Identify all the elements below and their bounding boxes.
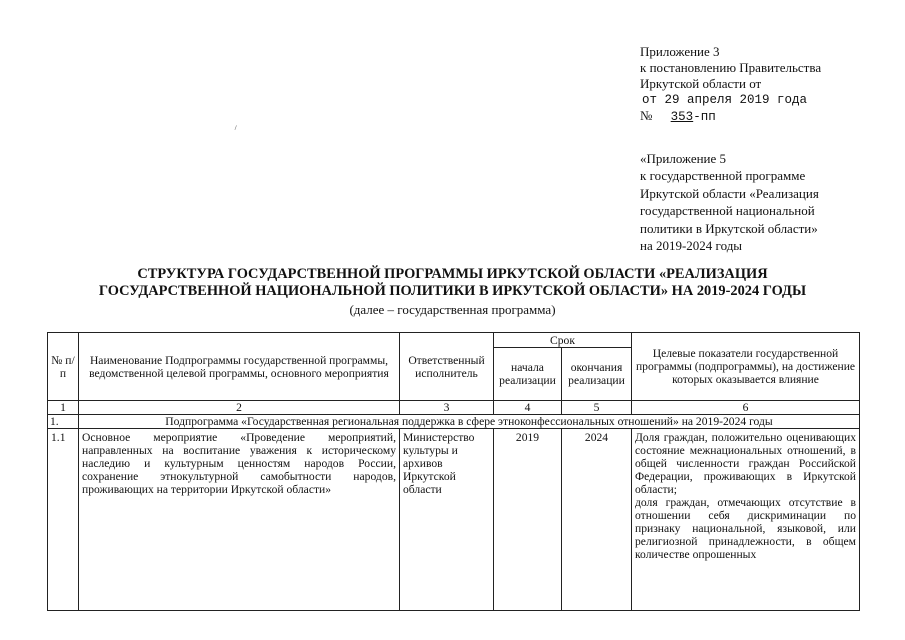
appendix-line: к постановлению Правительства bbox=[640, 60, 822, 75]
header-start: начала реализации bbox=[494, 348, 562, 401]
appendix-number bbox=[640, 108, 821, 125]
title-line-2: ГОСУДАРСТВЕННОЙ НАЦИОНАЛЬНОЙ ПОЛИТИКИ В ИРКУТСКОЙ ОБЛАСТИ» НА 2019-2024 ГОДЫ bbox=[98, 283, 807, 299]
header-indicators: Целевые показатели государственной программы (подпрограммы), на достижение которых оказывается влияние bbox=[632, 333, 860, 401]
section-num: 1. bbox=[48, 415, 79, 429]
number-sign: № bbox=[640, 108, 653, 123]
row-start: 2019 bbox=[494, 429, 562, 611]
appendix-5-line: на 2019-2024 годы bbox=[640, 238, 743, 254]
document-title bbox=[0, 266, 905, 300]
number-suffix: -пп bbox=[693, 110, 716, 124]
document-subtitle: (далее – государственная программа) bbox=[349, 302, 556, 317]
indicator-2: доля граждан, отмечающих отсутствие в отношении себя дискриминации по признаку национальной, языковой, или религиозной принадлежности, в общем количестве опрошенных bbox=[635, 496, 856, 561]
section-title: Подпрограмма «Государственная региональная поддержка в сфере этноконфессиональных отношений» на 2019-2024 годы bbox=[79, 415, 860, 429]
document-number: 353 bbox=[670, 110, 694, 124]
number-underline bbox=[656, 110, 694, 124]
appendix-5-line: Иркутской области «Реализация bbox=[640, 185, 819, 201]
header-term: Срок bbox=[494, 333, 632, 348]
title-line-1: СТРУКТУРА ГОСУДАРСТВЕННОЙ ПРОГРАММЫ ИРКУТСКОЙ ОБЛАСТИ «РЕАЛИЗАЦИЯ bbox=[137, 266, 768, 282]
row-num: 1.1 bbox=[48, 429, 79, 611]
appendix-date: от 29 апреля 2019 года bbox=[642, 93, 808, 107]
section-row bbox=[48, 415, 860, 429]
appendix-header bbox=[640, 44, 821, 125]
col-number: 4 bbox=[494, 401, 562, 415]
appendix-5-line: «Приложение 5 bbox=[640, 151, 727, 166]
pen-mark: ⸝ bbox=[230, 120, 240, 133]
appendix-5-line: к государственной программе bbox=[640, 168, 806, 184]
table-header-row bbox=[48, 333, 860, 348]
table-row bbox=[48, 429, 860, 611]
column-number-row bbox=[48, 401, 860, 415]
row-name: Основное мероприятие «Проведение мероприятий, направленных на воспитание уважения к историческому наследию и культурным ценностям народов России, сохранение этнокультурной самобытности народов, проживающих на территории Иркутской области» bbox=[79, 429, 400, 611]
program-structure-table bbox=[47, 332, 860, 611]
col-number: 5 bbox=[562, 401, 632, 415]
row-end: 2024 bbox=[562, 429, 632, 611]
header-responsible: Ответственный исполнитель bbox=[400, 333, 494, 401]
appendix-5-block bbox=[640, 150, 819, 254]
col-number: 2 bbox=[79, 401, 400, 415]
header-num: № п/п bbox=[48, 333, 79, 401]
appendix-line: Приложение 3 bbox=[640, 44, 720, 59]
col-number: 1 bbox=[48, 401, 79, 415]
appendix-5-line: государственной национальной bbox=[640, 203, 815, 219]
indicator-1: Доля граждан, положительно оценивающих состояние межнациональных отношений, в общей численности граждан Российской Федерации, проживающих в Иркутской области; bbox=[635, 431, 856, 496]
header-name: Наименование Подпрограммы государственной программы, ведомственной целевой программы, основного мероприятия bbox=[79, 333, 400, 401]
row-indicators bbox=[632, 429, 860, 611]
row-responsible: Министерство культуры и архивов Иркутской области bbox=[400, 429, 494, 611]
col-number: 6 bbox=[632, 401, 860, 415]
appendix-5-line: политики в Иркутской области» bbox=[640, 220, 818, 236]
header-end: окончания реализации bbox=[562, 348, 632, 401]
col-number: 3 bbox=[400, 401, 494, 415]
appendix-line: Иркутской области от bbox=[640, 76, 762, 91]
